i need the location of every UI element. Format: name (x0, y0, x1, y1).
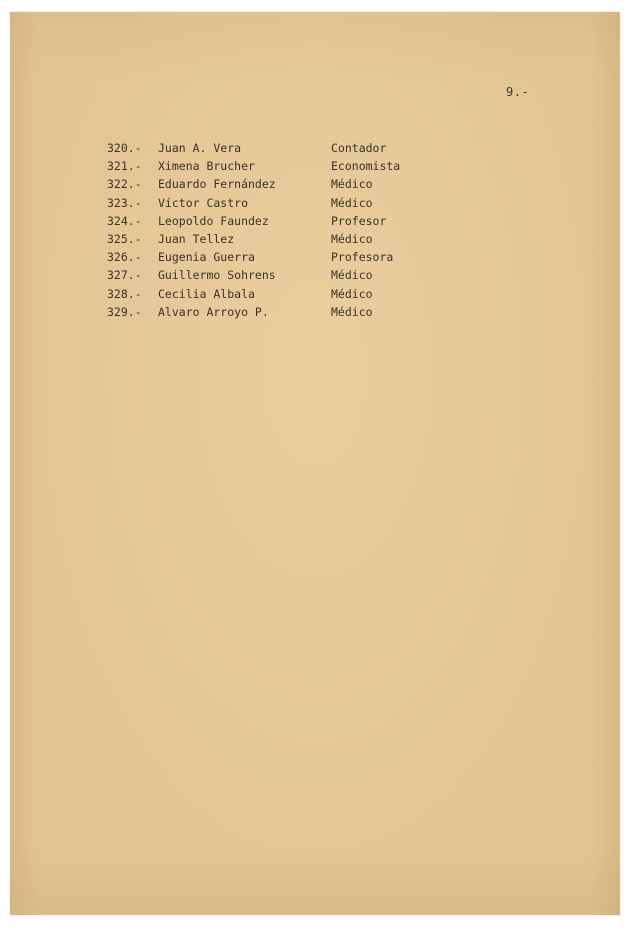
entry-profession: Médico (331, 304, 373, 319)
entry-number: 329.- (107, 304, 142, 319)
entry-name: Eduardo Fernández (158, 177, 276, 192)
entry-name: Cecilia Albala (158, 286, 255, 301)
entry-name: Leopoldo Faundez (158, 213, 269, 228)
entry-number: 320.- (107, 141, 142, 155)
entry-profession: Médico (331, 195, 373, 210)
entry-profession: Economista (331, 159, 401, 174)
entry-number: 328.- (107, 286, 142, 301)
entry-number: 325.- (107, 231, 142, 246)
entry-profession: Médico (331, 286, 373, 301)
entry-profession: Profesor (331, 213, 387, 228)
entry-number: 321.- (107, 159, 142, 174)
entry-name: Alvaro Arroyo P. (158, 304, 269, 319)
entry-name: Juan Tellez (158, 231, 235, 246)
document-page (10, 12, 620, 915)
entry-name: Víctor Castro (158, 195, 249, 210)
entry-profession: Contador (331, 141, 387, 155)
entry-profession: Médico (331, 268, 373, 283)
entry-profession: Médico (331, 177, 373, 192)
entry-number: 324.- (107, 213, 142, 228)
entry-number: 326.- (107, 250, 142, 265)
entry-name: Ximena Brucher (158, 159, 255, 174)
entry-name: Eugenia Guerra (158, 250, 255, 265)
entry-profession: Profesora (331, 250, 394, 265)
entry-name: Guillermo Sohrens (158, 268, 276, 283)
entry-number: 323.- (107, 195, 142, 210)
entry-number: 322.- (107, 177, 142, 192)
entry-profession: Médico (331, 231, 373, 246)
entry-number: 327.- (107, 268, 142, 283)
entry-name: Juan A. Vera (158, 141, 242, 155)
page-number: 9.- (506, 85, 530, 99)
